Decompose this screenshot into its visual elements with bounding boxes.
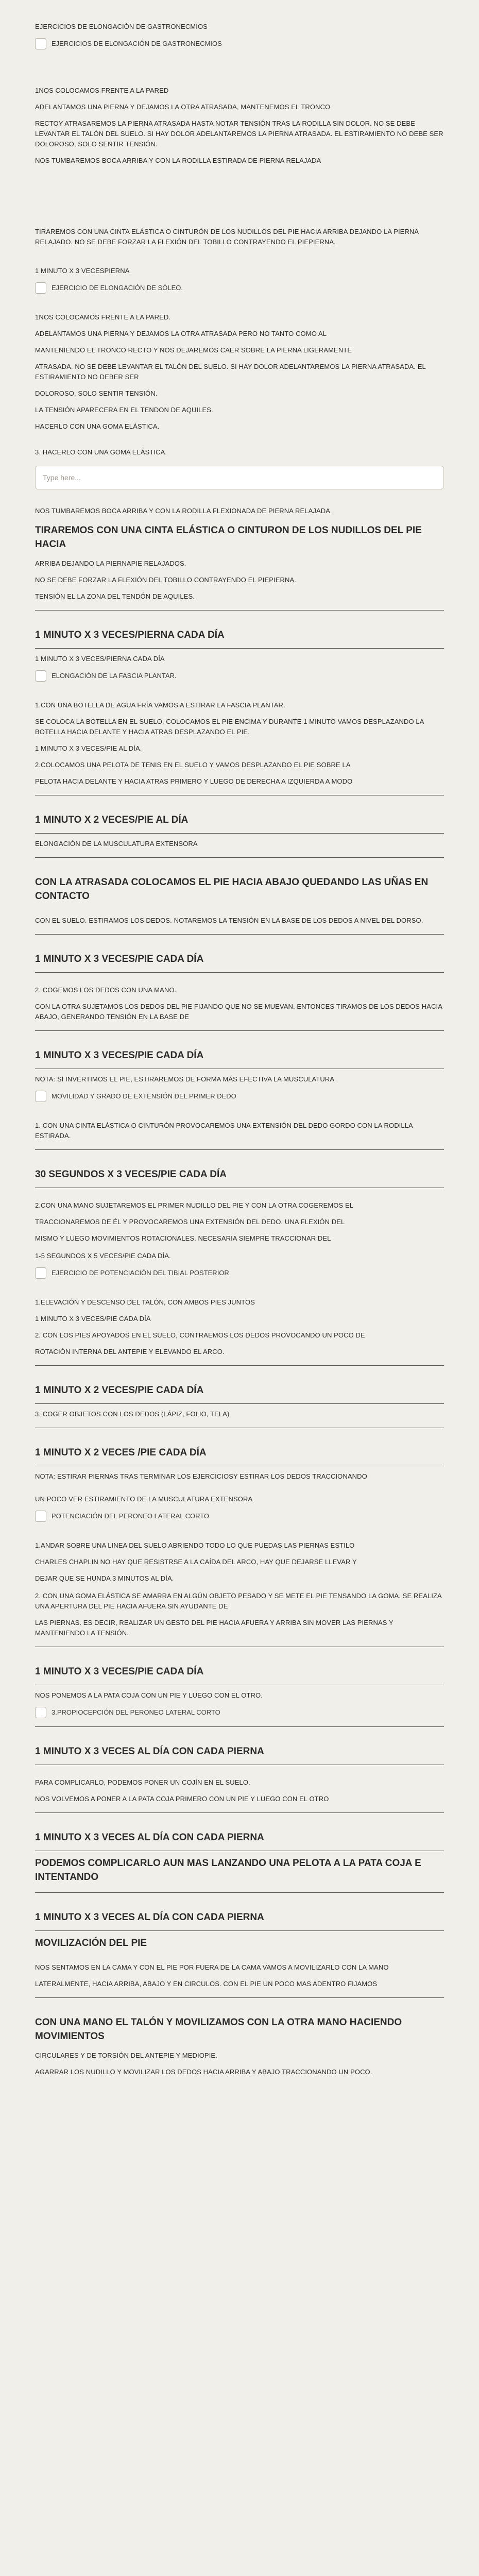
instruction-text: 3. COGER OBJETOS CON LOS DEDOS (LÁPIZ, FOLIO, TELA) (35, 1410, 230, 1418)
checkbox-option[interactable] (35, 1267, 444, 1279)
instruction-text: UN POCO VER ESTIRAMIENTO DE LA MUSCULATURA EXTENSORA (35, 1495, 253, 1503)
instruction-text: 2. CON UNA GOMA ELÁSTICA SE AMARRA EN ALGÚN OBJETO PESADO Y SE METE EL PIE TENSANDO LA GOMA. SE REALIZA UNA APERTURA DEL PIE HACIA AFUERA SIN AYUDANTE DE (35, 1592, 442, 1610)
section-heading: 1 MINUTO X 3 VECES/PIERNA CADA DÍA (35, 630, 225, 640)
checkbox-label: EJERCICIO DE POTENCIACIÓN DEL TIBIAL POSTERIOR (52, 1269, 229, 1277)
instruction-text: NOS VOLVEMOS A PONER A LA PATA COJA PRIMERO CON UN PIE Y LUEGO CON EL OTRO (35, 1795, 329, 1803)
instruction-text: 2.COLOCAMOS UNA PELOTA DE TENIS EN EL SUELO Y VAMOS DESPLAZANDO EL PIE SOBRE LA (35, 761, 351, 769)
instruction-text: 1 MINUTO X 3 VECESPIERNA (35, 267, 130, 275)
section-heading: 1 MINUTO X 3 VECES AL DÍA CON CADA PIERNA (35, 1912, 264, 1923)
section-divider (35, 1892, 444, 1893)
instruction-text: ARRIBA DEJANDO LA PIERNAPIE RELAJADOS. (35, 560, 186, 567)
instruction-text: RECTOY ATRASAREMOS LA PIERNA ATRASADA HASTA NOTAR TENSIÓN TRAS LA RODILLA SIN DOLOR. NO SE DEBE LEVANTAR EL TALÓN DEL SUELO. SI HAY DOLOR ADELANTAREMOS LA PIERNA ATRASADA. EL ESTIRAMIENTO NO DEBE SER DOLOROSO, SOLO SENTIR TENSIÓN. (35, 120, 443, 148)
checkbox-label: EJERCICIOS DE ELONGACIÓN DE GASTRONECMIOS (52, 40, 222, 47)
instruction-text: PELOTA HACIA DELANTE Y HACIA ATRAS PRIMERO Y LUEGO DE DERECHA A IZQUIERDA A MODO (35, 777, 353, 785)
instruction-text: NOS PONEMOS A LA PATA COJA CON UN PIE Y LUEGO CON EL OTRO. (35, 1691, 263, 1699)
checkbox-label: 3.PROPIOCEPCIÓN DEL PERONEO LATERAL CORTO (52, 1708, 220, 1716)
section-heading: 1 MINUTO X 2 VECES/PIE AL DÍA (35, 815, 189, 825)
instruction-text: 1 MINUTO X 3 VECES/PIE AL DÍA. (35, 744, 142, 752)
section-heading: 1 MINUTO X 3 VECES AL DÍA CON CADA PIERNA (35, 1832, 264, 1843)
section-divider (35, 857, 444, 858)
section-divider (35, 1365, 444, 1366)
section-heading: 1 MINUTO X 3 VECES AL DÍA CON CADA PIERNA (35, 1746, 264, 1757)
instruction-text: LATERALMENTE, HACIA ARRIBA, ABAJO Y EN CIRCULOS. CON EL PIE UN POCO MAS ADENTRO FIJAMOS (35, 1980, 378, 1988)
section-divider (35, 610, 444, 611)
checkbox[interactable] (35, 1511, 46, 1522)
answer-input[interactable] (35, 466, 444, 489)
instruction-text: 1.ANDAR SOBRE UNA LINEA DEL SUELO ABRIENDO TODO LO QUE PUEDAS LAS PIERNAS ESTILO (35, 1541, 355, 1549)
instruction-text: EJERCICIOS DE ELONGACIÓN DE GASTRONECMIOS (35, 23, 208, 30)
instruction-text: TIRAREMOS CON UNA CINTA ELÁSTICA O CINTURÓN DE LOS NUDILLOS DEL PIE HACIA ARRIBA DEJANDO LA PIERNA RELAJADO. NO SE DEBE FORZAR LA FLEXIÓN DEL TOBILLO CONTRAYENDO EL PIEPIERNA. (35, 228, 419, 246)
instruction-text: ADELANTAMOS UNA PIERNA Y DEJAMOS LA OTRA ATRASADA PERO NO TANTO COMO AL (35, 330, 327, 337)
instruction-text: TENSIÓN EL LA ZONA DEL TENDÓN DE AQUILES. (35, 592, 195, 600)
instruction-text: NOTA: SI INVERTIMOS EL PIE, ESTIRAREMOS DE FORMA MÁS EFECTIVA LA MUSCULATURA (35, 1075, 335, 1083)
checkbox[interactable] (35, 282, 46, 294)
section-divider (35, 1726, 444, 1727)
section-heading: MOVILIZACIÓN DEL PIE (35, 1938, 147, 1948)
instruction-text: TRACCIONAREMOS DE ÉL Y PROVOCAREMOS UNA EXTENSIÓN DEL DEDO. UNA FLEXIÓN DEL (35, 1218, 345, 1226)
checkbox-option[interactable] (35, 38, 444, 49)
instruction-text: MISMO Y LUEGO MOVIMIENTOS ROTACIONALES. NECESARIA SIEMPRE TRACCIONAR DEL (35, 1234, 331, 1242)
instruction-text: DEJAR QUE SE HUNDA 3 MINUTOS AL DÍA. (35, 1574, 174, 1582)
checkbox-option[interactable] (35, 670, 444, 682)
section-heading: 1 MINUTO X 2 VECES /PIE CADA DÍA (35, 1447, 207, 1458)
instruction-text: CIRCULARES Y DE TORSIÓN DEL ANTEPIE Y MEDIOPIE. (35, 2052, 217, 2059)
section-heading: 30 SEGUNDOS X 3 VECES/PIE CADA DÍA (35, 1169, 227, 1180)
instruction-text: 1NOS COLOCAMOS FRENTE A LA PARED (35, 87, 169, 94)
instruction-text: HACERLO CON UNA GOMA ELÁSTICA. (35, 422, 160, 430)
checkbox[interactable] (35, 1707, 46, 1718)
section-divider (35, 1812, 444, 1813)
section-heading: CON LA ATRASADA COLOCAMOS EL PIE HACIA ABAJO QUEDANDO LAS UÑAS EN CONTACTO (35, 877, 429, 902)
instruction-text: 1NOS COLOCAMOS FRENTE A LA PARED. (35, 313, 171, 321)
instruction-text: ATRASADA. NO SE DEBE LEVANTAR EL TALÓN DEL SUELO. SI HAY DOLOR ADELANTAREMOS LA PIERNA ATRASADA. EL ESTIRAMIENTO NO DEBER SER (35, 363, 426, 381)
instruction-text: NOS SENTAMOS EN LA CAMA Y CON EL PIE POR FUERA DE LA CAMA VAMOS A MOVILIZARLO CON LA MANO (35, 1963, 389, 1971)
section-divider (35, 934, 444, 935)
section-divider (35, 1997, 444, 1998)
instruction-text: NOS TUMBAREMOS BOCA ARRIBA Y CON LA RODILLA ESTIRADA DE PIERNA RELAJADA (35, 157, 321, 164)
section-heading: 1 MINUTO X 3 VECES/PIE CADA DÍA (35, 954, 204, 964)
checkbox-label: POTENCIACIÓN DEL PERONEO LATERAL CORTO (52, 1512, 210, 1520)
instruction-text: AGARRAR LOS NUDILLO Y MOVILIZAR LOS DEDOS HACIA ARRIBA Y ABAJO TRACCIONANDO UN POCO. (35, 2068, 372, 2076)
instruction-text: LAS PIERNAS. ES DECIR, REALIZAR UN GESTO DEL PIE HACIA AFUERA Y ARRIBA SIN MOVER LAS PIERNAS Y MANTENIENDO LA TENSIÓN. (35, 1619, 394, 1637)
section-heading: CON UNA MANO EL TALÓN Y MOVILIZAMOS CON LA OTRA MANO HACIENDO MOVIMIENTOS (35, 2017, 402, 2042)
instruction-text: ELONGACIÓN DE LA MUSCULATURA EXTENSORA (35, 840, 198, 848)
instruction-text: CON EL SUELO. ESTIRAMOS LOS DEDOS. NOTAREMOS LA TENSIÓN EN LA BASE DE LOS DEDOS A NIVEL DEL DORSO. (35, 917, 423, 924)
instruction-text: ADELANTAMOS UNA PIERNA Y DEJAMOS LA OTRA ATRASADA, MANTENEMOS EL TRONCO (35, 103, 331, 111)
checkbox[interactable] (35, 1091, 46, 1102)
instruction-text: 2. CON LOS PIES APOYADOS EN EL SUELO, CONTRAEMOS LOS DEDOS PROVOCANDO UN POCO DE (35, 1331, 365, 1339)
instruction-text: DOLOROSO, SOLO SENTIR TENSIÓN. (35, 389, 158, 397)
checkbox-option[interactable] (35, 282, 444, 294)
checkbox-label: ELONGACIÓN DE LA FASCIA PLANTAR. (52, 672, 177, 680)
checkbox-option[interactable] (35, 1707, 444, 1718)
checkbox-label: EJERCICIO DE ELONGACIÓN DE SÓLEO. (52, 284, 183, 292)
instruction-text: NOTA: ESTIRAR PIERNAS TRAS TERMINAR LOS EJERCICIOSY ESTIRAR LOS DEDOS TRACCIONANDO (35, 1472, 367, 1480)
section-heading: 1 MINUTO X 3 VECES/PIE CADA DÍA (35, 1050, 204, 1061)
instruction-text: ROTACIÓN INTERNA DEL ANTEPIE Y ELEVANDO EL ARCO. (35, 1348, 225, 1355)
instruction-text: LA TENSIÓN APARECERA EN EL TENDON DE AQUILES. (35, 406, 213, 414)
instruction-text: 2. COGEMOS LOS DEDOS CON UNA MANO. (35, 986, 177, 994)
checkbox[interactable] (35, 38, 46, 49)
section-heading: 1 MINUTO X 2 VECES/PIE CADA DÍA (35, 1385, 204, 1396)
instruction-text: 1. CON UNA CINTA ELÁSTICA O CINTURÓN PROVOCAREMOS UNA EXTENSIÓN DEL DEDO GORDO CON LA RODILLA ESTIRADA. (35, 1122, 413, 1140)
instruction-text: CON LA OTRA SUJETAMOS LOS DEDOS DEL PIE FIJANDO QUE NO SE MUEVAN. ENTONCES TIRAMOS DE LOS DEDOS HACIA ABAJO, GENERANDO TENSIÓN EN LA BASE DE (35, 1003, 442, 1021)
section-heading: 1 MINUTO X 3 VECES/PIE CADA DÍA (35, 1666, 204, 1677)
checkbox-option[interactable] (35, 1511, 444, 1522)
instruction-text: CHARLES CHAPLIN NO HAY QUE RESISTRSE A LA CAÍDA DEL ARCO, HAY QUE DEJARSE LLEVAR Y (35, 1558, 357, 1566)
instruction-text: NOS TUMBAREMOS BOCA ARRIBA Y CON LA RODILLA FLEXIONADA DE PIERNA RELAJADA (35, 507, 330, 515)
checkbox[interactable] (35, 1267, 46, 1279)
instruction-text: NO SE DEBE FORZAR LA FLEXIÓN DEL TOBILLO CONTRAYENDO EL PIEPIERNA. (35, 576, 296, 584)
section-divider (35, 833, 444, 834)
instruction-text: MANTENIENDO EL TRONCO RECTO Y NOS DEJAREMOS CAER SOBRE LA PIERNA LIGERAMENTE (35, 346, 352, 354)
instruction-text: PARA COMPLICARLO, PODEMOS PONER UN COJÍN EN EL SUELO. (35, 1778, 250, 1786)
section-divider (35, 1403, 444, 1404)
section-heading: TIRAREMOS CON UNA CINTA ELÁSTICA O CINTURON DE LOS NUDILLOS DEL PIE HACIA (35, 525, 422, 550)
section-divider (35, 1030, 444, 1031)
instruction-text: 1.CON UNA BOTELLA DE AGUA FRÍA VAMOS A ESTIRAR LA FASCIA PLANTAR. (35, 701, 285, 709)
checkbox-option[interactable] (35, 1091, 444, 1102)
section-heading: PODEMOS COMPLICARLO AUN MAS LANZANDO UNA PELOTA A LA PATA COJA E INTENTANDO (35, 1858, 421, 1883)
instruction-text: 1 MINUTO X 3 VECES/PIERNA CADA DÍA (35, 655, 165, 663)
instruction-text: 1 MINUTO X 3 VECES/PIE CADA DÍA (35, 1315, 151, 1323)
instruction-text: 3. HACERLO CON UNA GOMA ELÁSTICA. (35, 448, 167, 456)
instruction-text: 1.ELEVACIÓN Y DESCENSO DEL TALÓN, CON AMBOS PIES JUNTOS (35, 1298, 255, 1306)
section-divider (35, 1930, 444, 1931)
section-divider (35, 972, 444, 973)
instruction-text: SE COLOCA LA BOTELLA EN EL SUELO, COLOCAMOS EL PIE ENCIMA Y DURANTE 1 MINUTO VAMOS DESPLAZANDO LA BOTELLA HACIA DELANTE Y HACIA ATRAS DESPLAZANDO EL PIE. (35, 718, 424, 736)
instruction-text: 2.CON UNA MANO SUJETAREMOS EL PRIMER NUDILLO DEL PIE Y CON LA OTRA COGEREMOS EL (35, 1201, 354, 1209)
section-divider (35, 1149, 444, 1150)
section-divider (35, 648, 444, 649)
checkbox[interactable] (35, 670, 46, 682)
checkbox-label: MOVILIDAD Y GRADO DE EXTENSIÓN DEL PRIMER DEDO (52, 1092, 236, 1100)
instruction-text: 1-5 SEGUNDOS X 5 VECES/PIE CADA DÍA. (35, 1252, 171, 1260)
